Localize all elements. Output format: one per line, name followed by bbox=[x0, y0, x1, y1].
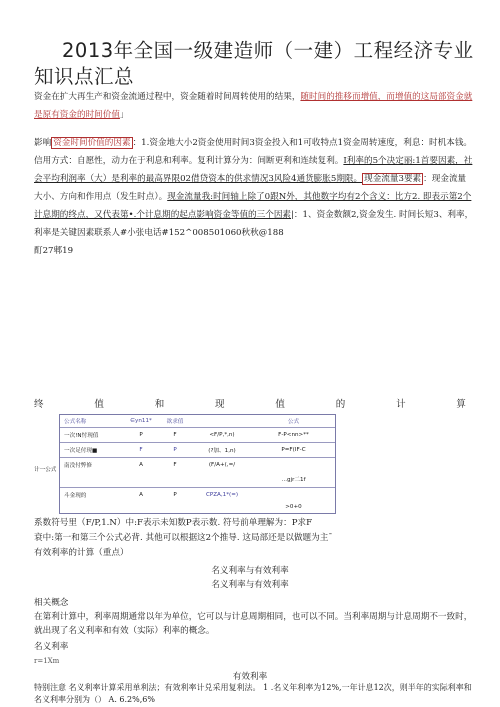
table-row bbox=[60, 501, 335, 512]
table-cell: 一次足付现■ bbox=[64, 448, 98, 454]
table-header-cell: 公式名称 bbox=[64, 418, 87, 425]
centered-heading: 名义利率与有效利率 bbox=[211, 566, 289, 576]
para1-end: 」 bbox=[119, 110, 129, 120]
heading-char: 计 bbox=[396, 399, 406, 410]
table-cell: A bbox=[139, 491, 143, 498]
effective-heading: 有效利率 bbox=[232, 672, 268, 682]
heading-char: 现 bbox=[215, 399, 225, 410]
para1-highlight: 随时间的推移而增值，而增值的这局部资金就是原有资金的时间价值 bbox=[34, 92, 473, 120]
table-cell: 一次!N忖现值 bbox=[64, 433, 99, 439]
para2-rest2: I利率的5个决定 bbox=[343, 156, 404, 166]
after-table-line: 衰中:第一和第三个公式必背. 其他可以根据这2个推导. 这局部还是以做题为主¯ bbox=[34, 533, 333, 543]
table-header-cell: 欲求值 bbox=[166, 418, 184, 425]
table-cell: CPZA,1*(=) bbox=[205, 491, 239, 498]
table-row bbox=[60, 427, 335, 442]
question-option-a: A. 6.2%,6% bbox=[108, 695, 155, 704]
table-cell: …gjr二1f bbox=[281, 477, 306, 483]
table-grid bbox=[59, 414, 336, 514]
table-cell: F-P<nn>** bbox=[278, 432, 309, 438]
para1-text: 资金在扩大再生产和资金流通过程中，资金随着时间周转使用的结果， bbox=[34, 92, 301, 102]
boxed-term-factors: 资金时间价值的因素 bbox=[53, 138, 131, 148]
nominal-heading: 名义利率 bbox=[34, 642, 69, 652]
table-cell: P bbox=[173, 447, 177, 453]
table-header-cell: ∈yn11* bbox=[130, 417, 152, 424]
note-text: 名义利率计算采用单利法；有效利率计兑采用复利法。 bbox=[68, 683, 261, 692]
heading-char: 的 bbox=[335, 399, 346, 410]
table-cell: A bbox=[139, 462, 143, 468]
page-title: 2013年全国一级建造师（一建）工程经济专业知识点汇总 bbox=[34, 39, 474, 88]
table-header-row bbox=[60, 415, 335, 426]
para2-rest7: 酊27郫19 bbox=[34, 246, 74, 256]
table-header-cell: 公式 bbox=[287, 418, 300, 425]
related-label: 相关概念 bbox=[34, 598, 69, 608]
paragraph-after-table bbox=[34, 516, 474, 561]
table-cell: >0+0 bbox=[285, 503, 302, 510]
table-cell: (F/A+(,=/ bbox=[208, 462, 236, 468]
table-cell: (?加、1,n) bbox=[208, 448, 236, 454]
para2-rest6: |：1、资金数额2,资金发生. 时间长短3、利率，利率是关键因素联系人#小张电话#152^008501060秋秋@188 bbox=[34, 210, 474, 238]
table-cell: P=F(IF-C bbox=[281, 447, 306, 453]
related-text: 在第利计算中，利率周期通常以年为单位，它可以与计息周期相同，也可以不同。当利率周期与计息周期不一致时，就出现了名义利率和有效（实际）利率的概念。 bbox=[34, 612, 473, 636]
table-row bbox=[60, 472, 335, 486]
paragraph-influence-factors bbox=[34, 134, 474, 260]
note-label: 特别注意 bbox=[34, 683, 66, 692]
heading-char: 值 bbox=[94, 399, 104, 410]
note-section bbox=[34, 682, 474, 706]
table-cell: F bbox=[173, 432, 177, 438]
table-cell: P bbox=[173, 491, 177, 498]
section-heading-value-calc bbox=[34, 396, 466, 410]
para2-rest1: ：1.资金地大小2资金使用时间3资金投入和1可收特点1资金周转速度，利息：时机本钱。信用方式：自愿性，动力在于利息和利率。复利计算分为：间断更利和连续复利。 bbox=[34, 138, 473, 166]
formula-table bbox=[34, 414, 334, 512]
nominal-rate-section bbox=[34, 640, 474, 668]
table-cell: F bbox=[173, 462, 177, 468]
table-cell: F bbox=[139, 447, 143, 453]
para2-rest3: 丽:1首要因素，社会平均利润率（大）是利率的最高界限02借贷资本的供求情况3风险4通货膨胀5期限。 bbox=[34, 156, 473, 184]
question-text: 1 .名义年利率为12%,一年计息12次，则半年的实际利率和名义利率分别为（） bbox=[34, 683, 472, 704]
after-table-line: 有效利率的计算（重点） bbox=[34, 548, 129, 558]
table-cell: P bbox=[139, 432, 143, 438]
table-cell: 南没付弊修 bbox=[64, 463, 92, 469]
after-table-line: 系数符号里（F/P,1.N）中:F表示未知数P表示数. 符号前单理解为：P求F bbox=[34, 518, 313, 528]
table-row bbox=[60, 457, 335, 472]
paragraph-time-value bbox=[34, 88, 474, 124]
nominal-formula: r=1Xm bbox=[34, 657, 60, 665]
para2-lead: 影响 bbox=[34, 138, 52, 148]
boxed-term-cashflow: 现金流量3要素 bbox=[364, 174, 422, 184]
para2-rest4: ：现金流量大小、方向和作用点（发生时点）。 bbox=[34, 174, 467, 202]
heading-char: 值 bbox=[275, 399, 285, 410]
table-row bbox=[60, 442, 335, 457]
para2-rest5: 现金流量我:时间轴上除了0跟N外，其他数字均有2个含义：比方2. 即表示第2个计息期的终点，又代表第•.个计息期的起点影响资金等值的三个因素 bbox=[34, 192, 472, 220]
heading-char: 和 bbox=[154, 399, 165, 410]
related-concepts bbox=[34, 596, 474, 638]
table-cell: 斗金现的 bbox=[64, 492, 87, 499]
heading-char: 算 bbox=[456, 399, 466, 410]
table-side-label: 计一公式 bbox=[34, 467, 57, 473]
table-row bbox=[60, 487, 335, 501]
centered-heading: 名义利率与有效利率 bbox=[211, 580, 289, 590]
heading-char: 终 bbox=[34, 399, 44, 410]
table-cell: <F/P,*,n) bbox=[209, 432, 235, 438]
